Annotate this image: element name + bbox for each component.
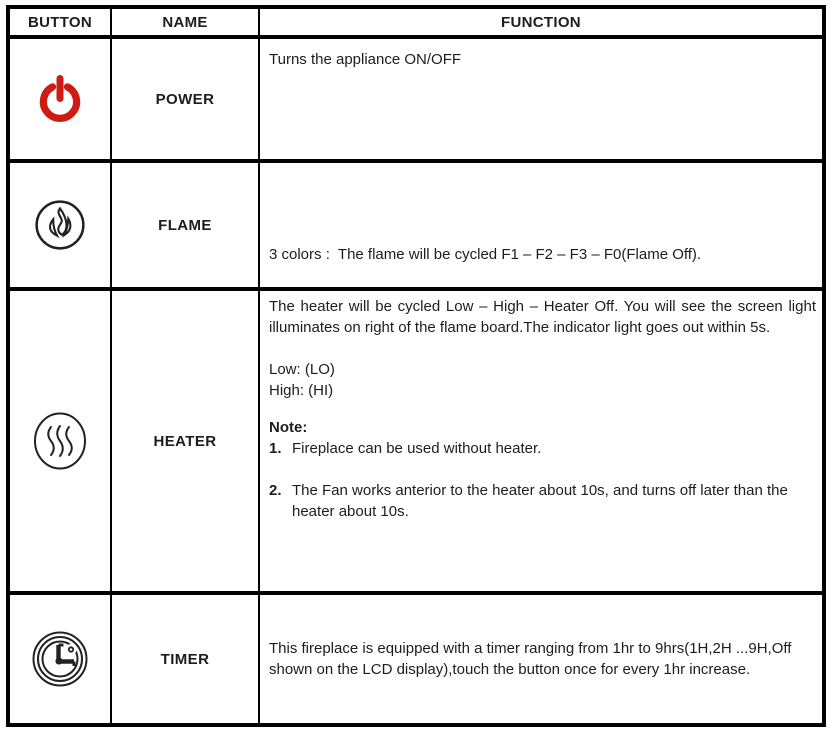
- heater-intro: The heater will be cycled Low – High – Heater Off. You will see the screen light illuminates on right of the flame board.The indicator light goes out within 5s.: [269, 298, 816, 336]
- heater-high: High: (HI): [269, 382, 334, 399]
- flame-button-cell: [10, 163, 112, 291]
- note-number: 2.: [269, 482, 282, 499]
- row-name-flame: FLAME: [112, 163, 260, 291]
- heater-note-1: [269, 438, 816, 459]
- row-name-power: POWER: [112, 39, 260, 163]
- power-function-text: Turns the appliance ON/OFF: [269, 51, 462, 68]
- heater-note-2: [269, 480, 816, 522]
- timer-function-text: This fireplace is equipped with a timer ranging from 1hr to 9hrs(1H,2H ...9H,Off shown on the LCD display),touch the button once for every 1hr increase.: [269, 640, 792, 678]
- heater-note-label: Note:: [269, 419, 308, 436]
- timer-function-cell: [260, 595, 822, 723]
- note-number: 1.: [269, 440, 282, 457]
- power-function-cell: [260, 39, 822, 163]
- power-button-cell: [10, 39, 112, 163]
- row-name-timer: TIMER: [112, 595, 260, 723]
- heater-icon: [32, 411, 88, 471]
- heater-low: Low: (LO): [269, 361, 335, 378]
- power-icon: [36, 73, 84, 125]
- header-function: FUNCTION: [260, 9, 822, 39]
- timer-icon: [29, 628, 91, 690]
- header-name: NAME: [112, 9, 260, 39]
- button-function-table: [6, 5, 826, 727]
- heater-button-cell: [10, 291, 112, 595]
- row-name-heater: HEATER: [112, 291, 260, 595]
- flame-function-text: 3 colors : The flame will be cycled F1 – F2 – F3 – F0(Flame Off).: [269, 246, 702, 263]
- note-text: The Fan works anterior to the heater about 10s, and turns off later than the heater about 10s.: [292, 482, 788, 520]
- timer-button-cell: [10, 595, 112, 723]
- flame-function-cell: [260, 163, 822, 291]
- header-button: BUTTON: [10, 9, 112, 39]
- heater-function-cell: [260, 291, 822, 595]
- flame-icon: [33, 198, 87, 252]
- note-text: Fireplace can be used without heater.: [292, 440, 542, 457]
